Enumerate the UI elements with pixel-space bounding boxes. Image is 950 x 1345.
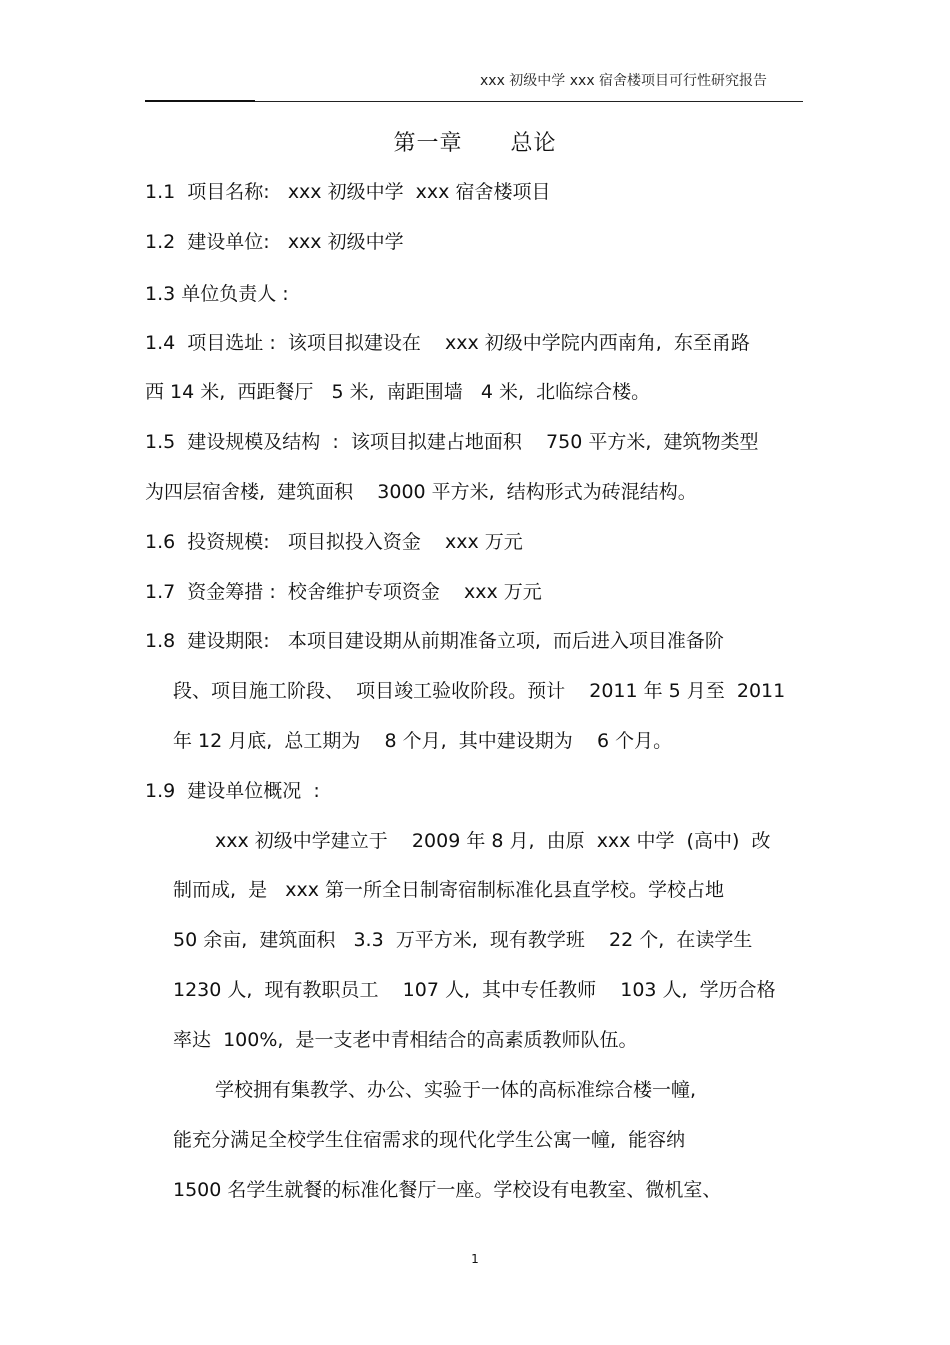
item-1-7: 1.7 资金筹措 : 校舍维护专项资金 xxx 万元 (145, 581, 542, 603)
overview-para-1-line-5: 率达 100%, 是一支老中青相结合的高素质教师队伍。 (173, 1029, 638, 1051)
item-1-2: 1.2 建设单位: xxx 初级中学 (145, 231, 404, 253)
overview-para-2-line-2: 能充分满足全校学生住宿需求的现代化学生公寓一幢, 能容纳 (173, 1129, 686, 1151)
header-rule-accent (145, 100, 255, 102)
running-header: xxx 初级中学 xxx 宿舍楼项目可行性研究报告 (480, 73, 768, 89)
overview-para-2-line-1: 学校拥有集教学、办公、实验于一体的高标准综合楼一幢, (215, 1079, 697, 1101)
item-1-8: 1.8 建设期限: 本项目建设期从前期准备立项, 而后进入项目准备阶 (145, 630, 724, 652)
chapter-title: 第一章 总论 (393, 131, 557, 156)
page-number: 1 (471, 1252, 479, 1266)
item-1-4: 1.4 项目选址 : 该项目拟建设在 xxx 初级中学院内西南角, 东至甬路 (145, 332, 750, 354)
item-1-3: 1.3 单位负责人 : (145, 283, 289, 305)
item-1-6: 1.6 投资规模: 项目拟投入资金 xxx 万元 (145, 531, 523, 553)
item-1-5-cont: 为四层宿舍楼, 建筑面积 3000 平方米, 结构形式为砖混结构。 (145, 481, 697, 503)
item-1-1: 1.1 项目名称: xxx 初级中学 xxx 宿舍楼项目 (145, 181, 551, 203)
item-1-8-cont-2: 年 12 月底, 总工期为 8 个月, 其中建设期为 6 个月。 (173, 730, 673, 752)
item-1-9: 1.9 建设单位概况 : (145, 780, 320, 802)
overview-para-1-line-2: 制而成, 是 xxx 第一所全日制寄宿制标准化县直学校。学校占地 (173, 879, 725, 901)
item-1-8-cont-1: 段、项目施工阶段、 项目竣工验收阶段。预计 2011 年 5 月至 2011 (173, 680, 786, 702)
overview-para-1-line-1: xxx 初级中学建立于 2009 年 8 月, 由原 xxx 中学 (高中) 改 (215, 830, 771, 852)
item-1-4-cont: 西 14 米, 西距餐厅 5 米, 南距围墙 4 米, 北临综合楼。 (145, 381, 651, 403)
item-1-5: 1.5 建设规模及结构 : 该项目拟建占地面积 750 平方米, 建筑物类型 (145, 431, 759, 453)
overview-para-1-line-3: 50 余亩, 建筑面积 3.3 万平方米, 现有教学班 22 个, 在读学生 (173, 929, 753, 951)
overview-para-1-line-4: 1230 人, 现有教职员工 107 人, 其中专任教师 103 人, 学历合格 (173, 979, 776, 1001)
overview-para-2-line-3: 1500 名学生就餐的标准化餐厅一座。学校设有电教室、微机室、 (173, 1179, 722, 1201)
